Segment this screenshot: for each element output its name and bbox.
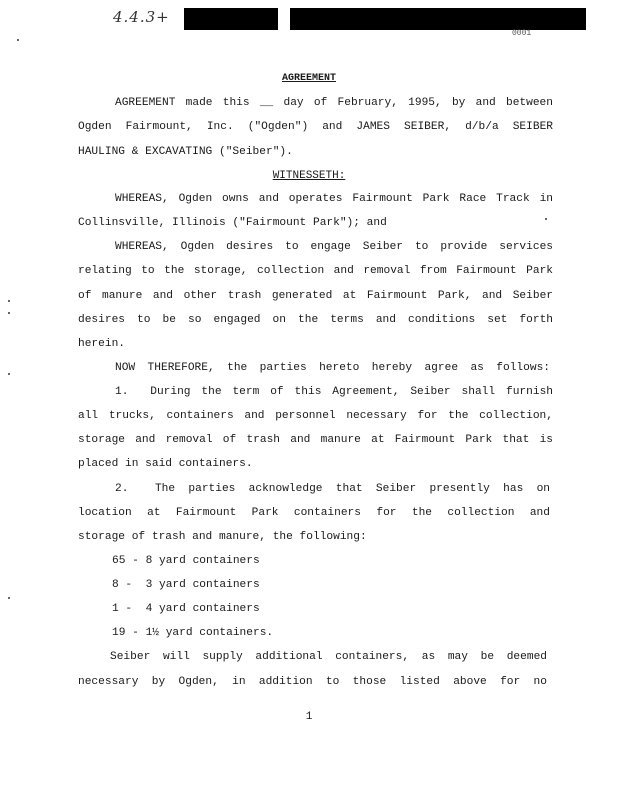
whereas2-line-5: herein.	[78, 338, 125, 350]
witnesseth-heading: WITNESSETH:	[272, 170, 346, 182]
redaction-bar	[290, 8, 586, 30]
whereas2-line-1: WHEREAS, Ogden desires to engage Seiber to provide services	[115, 241, 553, 253]
additional-line-2: necessary by Ogden, in addition to those listed above for no	[78, 676, 547, 688]
now-therefore-line: NOW THEREFORE, the parties hereto hereby agree as follows:	[115, 362, 550, 374]
page-number: 1	[305, 711, 313, 723]
whereas2-line-3: of manure and other trash generated at Fairmount Park, and Seiber	[78, 290, 553, 302]
redaction-bar	[184, 8, 278, 30]
scan-speck	[8, 597, 10, 599]
whereas2-line-4: desires to be so engaged on the terms and conditions set forth	[78, 314, 553, 326]
scan-speck	[8, 373, 10, 375]
document-title: AGREEMENT	[281, 73, 336, 84]
scan-speck	[8, 312, 10, 314]
scan-speck	[17, 39, 19, 41]
container-item: 1 - 4 yard containers	[112, 603, 260, 615]
clause1-line-2: all trucks, containers and personnel necessary for the collection,	[78, 410, 553, 422]
intro-line-1: AGREEMENT made this __ day of February, 1995, by and between	[115, 97, 553, 109]
clause1-line-4: placed in said containers.	[78, 458, 253, 470]
whereas2-line-2: relating to the storage, collection and removal from Fairmount Park	[78, 265, 553, 277]
clause1-line-1: 1. During the term of this Agreement, Seiber shall furnish	[115, 386, 553, 398]
container-item: 65 - 8 yard containers	[112, 555, 260, 567]
container-item: 8 - 3 yard containers	[112, 579, 260, 591]
container-item: 19 - 1½ yard containers.	[112, 627, 274, 639]
clause1-line-3: storage and removal of trash and manure at Fairmount Park that is	[78, 434, 553, 446]
intro-line-3: HAULING & EXCAVATING ("Seiber").	[78, 146, 293, 158]
clause2-line-3: storage of trash and manure, the following:	[78, 531, 367, 543]
intro-line-2: Ogden Fairmount, Inc. ("Ogden") and JAMES SEIBER, d/b/a SEIBER	[78, 121, 553, 133]
scan-speck	[8, 300, 10, 302]
whereas1-line-2: Collinsville, Illinois ("Fairmount Park"); and	[78, 217, 387, 229]
clause2-line-1: 2. The parties acknowledge that Seiber presently has on	[115, 483, 550, 495]
clause2-line-2: location at Fairmount Park containers for the collection and	[78, 507, 550, 519]
handwritten-note: 4.4.3+	[113, 8, 170, 26]
additional-line-1: Seiber will supply additional containers, as may be deemed	[110, 651, 547, 663]
whereas1-line-1: WHEREAS, Ogden owns and operates Fairmount Park Race Track in	[115, 193, 553, 205]
scan-speck	[545, 218, 547, 220]
page-stamp: 0001	[512, 29, 532, 38]
